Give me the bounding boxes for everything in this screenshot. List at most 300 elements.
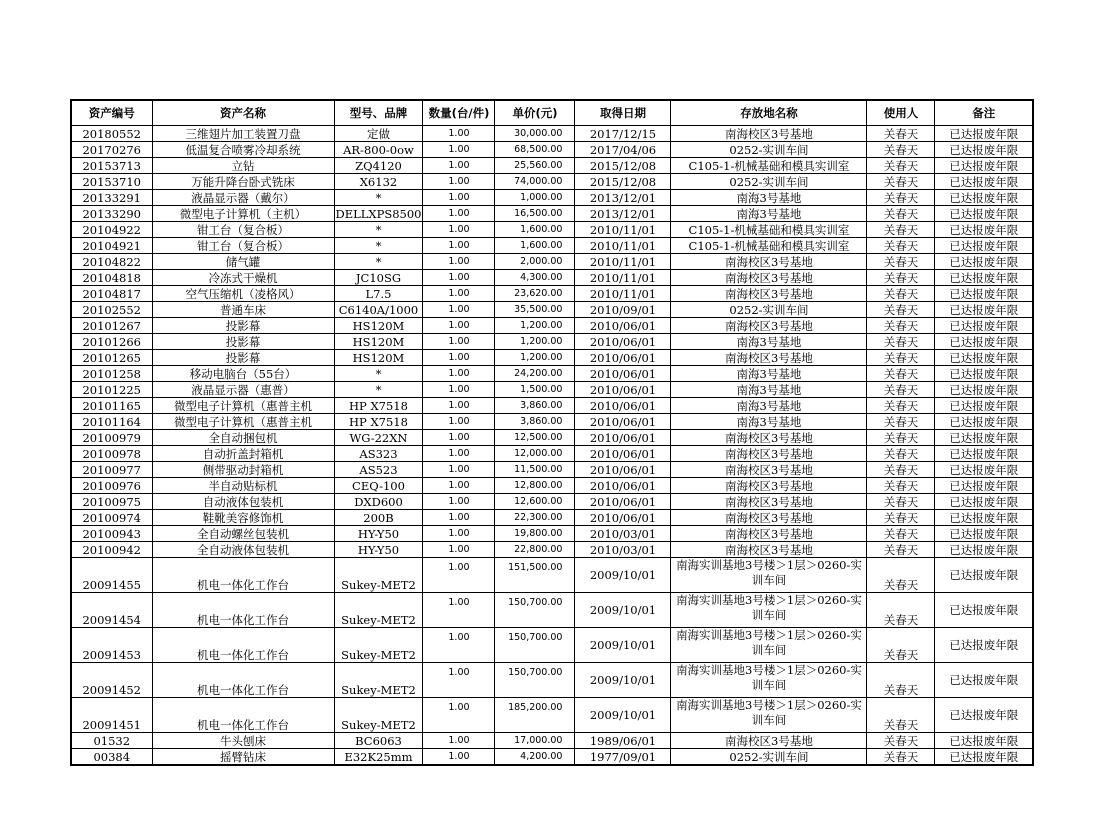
cell-acquired-date: 2010/06/01 xyxy=(575,478,671,494)
table-row xyxy=(71,334,1033,350)
cell-location: 南海校区3号基地 xyxy=(671,286,867,302)
cell-location: 南海校区3号基地 xyxy=(671,542,867,558)
cell-quantity: 1.00 xyxy=(423,733,495,749)
cell-location: C105-1-机械基础和模具实训室 xyxy=(671,158,867,174)
cell-user: 关春天 xyxy=(867,446,935,462)
cell-model-brand: L7.5 xyxy=(334,286,423,302)
table-row xyxy=(71,270,1033,286)
cell-asset-name: 低温复合喷雾冷却系统 xyxy=(152,142,334,158)
cell-user: 关春天 xyxy=(867,733,935,749)
cell-model-brand: CEQ-100 xyxy=(334,478,423,494)
cell-unit-price: 12,000.00 xyxy=(495,446,575,462)
table-row xyxy=(71,478,1033,494)
cell-quantity: 1.00 xyxy=(423,142,495,158)
cell-user: 关春天 xyxy=(867,628,935,663)
cell-quantity: 1.00 xyxy=(423,558,495,593)
table-row xyxy=(71,698,1033,733)
cell-acquired-date: 2010/03/01 xyxy=(575,542,671,558)
cell-acquired-date: 2010/11/01 xyxy=(575,222,671,238)
cell-asset-name: 投影幕 xyxy=(152,334,334,350)
cell-model-brand: 200B xyxy=(334,510,423,526)
cell-location: 南海实训基地3号楼＞1层＞0260-实训车间 xyxy=(671,593,867,628)
cell-acquired-date: 2010/06/01 xyxy=(575,318,671,334)
cell-asset-id: 01532 xyxy=(71,733,152,749)
cell-quantity: 1.00 xyxy=(423,462,495,478)
cell-asset-id: 20100974 xyxy=(71,510,152,526)
cell-model-brand: AS323 xyxy=(334,446,423,462)
cell-unit-price: 1,200.00 xyxy=(495,350,575,366)
cell-asset-name: 半自动贴标机 xyxy=(152,478,334,494)
cell-quantity: 1.00 xyxy=(423,749,495,766)
cell-asset-id: 20091453 xyxy=(71,628,152,663)
cell-unit-price: 151,500.00 xyxy=(495,558,575,593)
cell-user: 关春天 xyxy=(867,238,935,254)
cell-model-brand: 定做 xyxy=(334,126,423,142)
cell-unit-price: 185,200.00 xyxy=(495,698,575,733)
table-row xyxy=(71,382,1033,398)
cell-acquired-date: 2013/12/01 xyxy=(575,206,671,222)
cell-location: C105-1-机械基础和模具实训室 xyxy=(671,222,867,238)
cell-remark: 已达报废年限 xyxy=(935,462,1033,478)
cell-remark: 已达报废年限 xyxy=(935,446,1033,462)
cell-asset-id: 20104818 xyxy=(71,270,152,286)
cell-model-brand: AR-800-0ow xyxy=(334,142,423,158)
table-row xyxy=(71,542,1033,558)
table-row xyxy=(71,254,1033,270)
cell-model-brand: JC10SG xyxy=(334,270,423,286)
cell-user: 关春天 xyxy=(867,593,935,628)
cell-unit-price: 1,500.00 xyxy=(495,382,575,398)
cell-model-brand: Sukey-MET2 xyxy=(334,558,423,593)
cell-asset-name: 普通车床 xyxy=(152,302,334,318)
cell-model-brand: * xyxy=(334,222,423,238)
cell-location: 南海3号基地 xyxy=(671,206,867,222)
table-row xyxy=(71,446,1033,462)
cell-acquired-date: 2009/10/01 xyxy=(575,628,671,663)
cell-user: 关春天 xyxy=(867,318,935,334)
cell-remark: 已达报废年限 xyxy=(935,398,1033,414)
table-row xyxy=(71,733,1033,749)
cell-location: 南海校区3号基地 xyxy=(671,494,867,510)
cell-location: 南海3号基地 xyxy=(671,190,867,206)
table-row xyxy=(71,222,1033,238)
cell-acquired-date: 2010/06/01 xyxy=(575,366,671,382)
cell-remark: 已达报废年限 xyxy=(935,628,1033,663)
cell-asset-name: 机电一体化工作台 xyxy=(152,593,334,628)
cell-asset-id: 20101258 xyxy=(71,366,152,382)
table-body xyxy=(71,126,1033,766)
cell-remark: 已达报废年限 xyxy=(935,222,1033,238)
header-asset-id: 资产编号 xyxy=(71,100,152,126)
cell-asset-name: 摇臂钻床 xyxy=(152,749,334,766)
cell-location: 南海实训基地3号楼＞1层＞0260-实训车间 xyxy=(671,663,867,698)
cell-quantity: 1.00 xyxy=(423,542,495,558)
cell-asset-name: 万能升降台卧式铣床 xyxy=(152,174,334,190)
table-row xyxy=(71,494,1033,510)
table-row xyxy=(71,558,1033,593)
cell-quantity: 1.00 xyxy=(423,526,495,542)
cell-remark: 已达报废年限 xyxy=(935,270,1033,286)
cell-asset-id: 20170276 xyxy=(71,142,152,158)
header-user: 使用人 xyxy=(867,100,935,126)
cell-unit-price: 150,700.00 xyxy=(495,593,575,628)
cell-asset-name: 钳工台（复合板） xyxy=(152,222,334,238)
cell-quantity: 1.00 xyxy=(423,190,495,206)
cell-acquired-date: 2010/06/01 xyxy=(575,414,671,430)
cell-model-brand: E32K25mm xyxy=(334,749,423,766)
cell-remark: 已达报废年限 xyxy=(935,206,1033,222)
cell-asset-name: 自动液体包装机 xyxy=(152,494,334,510)
cell-asset-name: 投影幕 xyxy=(152,318,334,334)
cell-quantity: 1.00 xyxy=(423,238,495,254)
cell-asset-id: 20101266 xyxy=(71,334,152,350)
cell-model-brand: AS523 xyxy=(334,462,423,478)
cell-remark: 已达报废年限 xyxy=(935,286,1033,302)
cell-asset-name: 投影幕 xyxy=(152,350,334,366)
cell-model-brand: BC6063 xyxy=(334,733,423,749)
cell-remark: 已达报废年限 xyxy=(935,334,1033,350)
cell-user: 关春天 xyxy=(867,142,935,158)
cell-quantity: 1.00 xyxy=(423,334,495,350)
cell-location: 南海校区3号基地 xyxy=(671,446,867,462)
cell-quantity: 1.00 xyxy=(423,510,495,526)
cell-location: 南海校区3号基地 xyxy=(671,430,867,446)
cell-asset-id: 20180552 xyxy=(71,126,152,142)
cell-asset-name: 冷冻式干燥机 xyxy=(152,270,334,286)
table-row xyxy=(71,350,1033,366)
cell-quantity: 1.00 xyxy=(423,446,495,462)
cell-asset-id: 20100978 xyxy=(71,446,152,462)
cell-unit-price: 1,200.00 xyxy=(495,318,575,334)
cell-remark: 已达报废年限 xyxy=(935,749,1033,766)
cell-remark: 已达报废年限 xyxy=(935,158,1033,174)
cell-quantity: 1.00 xyxy=(423,494,495,510)
cell-acquired-date: 2013/12/01 xyxy=(575,190,671,206)
cell-unit-price: 30,000.00 xyxy=(495,126,575,142)
header-unit-price: 单价(元) xyxy=(495,100,575,126)
cell-quantity: 1.00 xyxy=(423,254,495,270)
cell-model-brand: * xyxy=(334,254,423,270)
cell-model-brand: HS120M xyxy=(334,350,423,366)
cell-model-brand: * xyxy=(334,366,423,382)
cell-quantity: 1.00 xyxy=(423,628,495,663)
cell-acquired-date: 2010/11/01 xyxy=(575,270,671,286)
cell-asset-id: 20091454 xyxy=(71,593,152,628)
cell-unit-price: 3,860.00 xyxy=(495,398,575,414)
cell-user: 关春天 xyxy=(867,749,935,766)
table-row xyxy=(71,526,1033,542)
table-row xyxy=(71,749,1033,766)
cell-asset-name: 自动折盖封箱机 xyxy=(152,446,334,462)
cell-unit-price: 74,000.00 xyxy=(495,174,575,190)
cell-model-brand: * xyxy=(334,190,423,206)
cell-asset-id: 20100977 xyxy=(71,462,152,478)
cell-asset-id: 20133290 xyxy=(71,206,152,222)
cell-unit-price: 4,300.00 xyxy=(495,270,575,286)
cell-asset-name: 微型电子计算机（主机） xyxy=(152,206,334,222)
table-row xyxy=(71,398,1033,414)
cell-acquired-date: 2017/04/06 xyxy=(575,142,671,158)
cell-asset-id: 20101165 xyxy=(71,398,152,414)
cell-user: 关春天 xyxy=(867,398,935,414)
cell-user: 关春天 xyxy=(867,366,935,382)
cell-remark: 已达报废年限 xyxy=(935,174,1033,190)
cell-remark: 已达报废年限 xyxy=(935,478,1033,494)
cell-model-brand: HS120M xyxy=(334,318,423,334)
cell-remark: 已达报废年限 xyxy=(935,494,1033,510)
cell-asset-name: 微型电子计算机（惠普主机 xyxy=(152,414,334,430)
cell-remark: 已达报废年限 xyxy=(935,526,1033,542)
table-row xyxy=(71,414,1033,430)
cell-unit-price: 12,500.00 xyxy=(495,430,575,446)
cell-quantity: 1.00 xyxy=(423,593,495,628)
cell-quantity: 1.00 xyxy=(423,366,495,382)
cell-user: 关春天 xyxy=(867,126,935,142)
cell-user: 关春天 xyxy=(867,270,935,286)
cell-user: 关春天 xyxy=(867,286,935,302)
cell-model-brand: HP X7518 xyxy=(334,398,423,414)
cell-acquired-date: 2010/06/01 xyxy=(575,462,671,478)
cell-asset-id: 20100976 xyxy=(71,478,152,494)
cell-remark: 已达报废年限 xyxy=(935,593,1033,628)
cell-quantity: 1.00 xyxy=(423,663,495,698)
cell-unit-price: 4,200.00 xyxy=(495,749,575,766)
cell-quantity: 1.00 xyxy=(423,174,495,190)
cell-remark: 已达报废年限 xyxy=(935,318,1033,334)
cell-quantity: 1.00 xyxy=(423,398,495,414)
cell-asset-name: 机电一体化工作台 xyxy=(152,558,334,593)
cell-quantity: 1.00 xyxy=(423,222,495,238)
cell-remark: 已达报废年限 xyxy=(935,350,1033,366)
cell-remark: 已达报废年限 xyxy=(935,430,1033,446)
cell-asset-name: 空气压缩机（凌格风） xyxy=(152,286,334,302)
cell-quantity: 1.00 xyxy=(423,430,495,446)
cell-asset-name: 鞋靴美容修饰机 xyxy=(152,510,334,526)
cell-quantity: 1.00 xyxy=(423,158,495,174)
cell-asset-id: 00384 xyxy=(71,749,152,766)
cell-user: 关春天 xyxy=(867,510,935,526)
cell-remark: 已达报废年限 xyxy=(935,302,1033,318)
cell-location: 南海实训基地3号楼＞1层＞0260-实训车间 xyxy=(671,698,867,733)
cell-model-brand: DXD600 xyxy=(334,494,423,510)
cell-acquired-date: 2010/06/01 xyxy=(575,382,671,398)
cell-location: 南海3号基地 xyxy=(671,334,867,350)
header-remark: 备注 xyxy=(935,100,1033,126)
cell-unit-price: 1,600.00 xyxy=(495,238,575,254)
cell-user: 关春天 xyxy=(867,414,935,430)
cell-unit-price: 23,620.00 xyxy=(495,286,575,302)
cell-user: 关春天 xyxy=(867,558,935,593)
cell-model-brand: * xyxy=(334,382,423,398)
cell-quantity: 1.00 xyxy=(423,286,495,302)
cell-location: 南海实训基地3号楼＞1层＞0260-实训车间 xyxy=(671,558,867,593)
cell-unit-price: 150,700.00 xyxy=(495,628,575,663)
cell-quantity: 1.00 xyxy=(423,206,495,222)
cell-asset-name: 机电一体化工作台 xyxy=(152,698,334,733)
cell-unit-price: 22,300.00 xyxy=(495,510,575,526)
cell-asset-id: 20101225 xyxy=(71,382,152,398)
cell-acquired-date: 2009/10/01 xyxy=(575,663,671,698)
cell-acquired-date: 2010/06/01 xyxy=(575,350,671,366)
cell-remark: 已达报废年限 xyxy=(935,366,1033,382)
cell-asset-id: 20104922 xyxy=(71,222,152,238)
cell-unit-price: 25,560.00 xyxy=(495,158,575,174)
cell-model-brand: C6140A/1000 xyxy=(334,302,423,318)
cell-location: 0252-实训车间 xyxy=(671,302,867,318)
cell-acquired-date: 2009/10/01 xyxy=(575,698,671,733)
cell-remark: 已达报废年限 xyxy=(935,558,1033,593)
cell-acquired-date: 2010/06/01 xyxy=(575,446,671,462)
table-row xyxy=(71,238,1033,254)
cell-asset-id: 20153713 xyxy=(71,158,152,174)
cell-acquired-date: 1989/06/01 xyxy=(575,733,671,749)
cell-asset-id: 20100975 xyxy=(71,494,152,510)
cell-unit-price: 68,500.00 xyxy=(495,142,575,158)
cell-model-brand: HY-Y50 xyxy=(334,542,423,558)
cell-user: 关春天 xyxy=(867,206,935,222)
cell-acquired-date: 1977/09/01 xyxy=(575,749,671,766)
cell-unit-price: 35,500.00 xyxy=(495,302,575,318)
cell-acquired-date: 2010/11/01 xyxy=(575,238,671,254)
table-row xyxy=(71,628,1033,663)
cell-asset-id: 20091452 xyxy=(71,663,152,698)
cell-user: 关春天 xyxy=(867,222,935,238)
cell-acquired-date: 2010/06/01 xyxy=(575,334,671,350)
cell-asset-id: 20091451 xyxy=(71,698,152,733)
cell-location: 南海校区3号基地 xyxy=(671,510,867,526)
cell-model-brand: HY-Y50 xyxy=(334,526,423,542)
cell-user: 关春天 xyxy=(867,478,935,494)
cell-remark: 已达报废年限 xyxy=(935,238,1033,254)
cell-model-brand: * xyxy=(334,238,423,254)
cell-asset-id: 20091455 xyxy=(71,558,152,593)
cell-asset-name: 移动电脑台（55台） xyxy=(152,366,334,382)
cell-asset-name: 牛头刨床 xyxy=(152,733,334,749)
cell-asset-id: 20104822 xyxy=(71,254,152,270)
cell-user: 关春天 xyxy=(867,190,935,206)
cell-location: 南海校区3号基地 xyxy=(671,462,867,478)
table-row xyxy=(71,174,1033,190)
cell-asset-id: 20104817 xyxy=(71,286,152,302)
asset-table xyxy=(70,99,1034,766)
cell-unit-price: 24,200.00 xyxy=(495,366,575,382)
header-asset-name: 资产名称 xyxy=(152,100,334,126)
cell-user: 关春天 xyxy=(867,302,935,318)
cell-quantity: 1.00 xyxy=(423,270,495,286)
cell-asset-name: 钳工台（复合板） xyxy=(152,238,334,254)
cell-unit-price: 17,000.00 xyxy=(495,733,575,749)
table-row xyxy=(71,190,1033,206)
cell-model-brand: DELLXPS8500 xyxy=(335,206,422,221)
cell-user: 关春天 xyxy=(867,174,935,190)
cell-acquired-date: 2010/11/01 xyxy=(575,286,671,302)
cell-unit-price: 22,800.00 xyxy=(495,542,575,558)
cell-remark: 已达报废年限 xyxy=(935,663,1033,698)
cell-location: 南海实训基地3号楼＞1层＞0260-实训车间 xyxy=(671,628,867,663)
table-row xyxy=(71,158,1033,174)
table-row xyxy=(71,462,1033,478)
cell-acquired-date: 2010/06/01 xyxy=(575,510,671,526)
header-acquired-date: 取得日期 xyxy=(575,100,671,126)
table-row xyxy=(71,430,1033,446)
cell-asset-name: 机电一体化工作台 xyxy=(152,628,334,663)
cell-remark: 已达报废年限 xyxy=(935,510,1033,526)
cell-user: 关春天 xyxy=(867,462,935,478)
cell-location: 南海3号基地 xyxy=(671,398,867,414)
cell-location: 南海校区3号基地 xyxy=(671,478,867,494)
cell-user: 关春天 xyxy=(867,382,935,398)
cell-model-brand: Sukey-MET2 xyxy=(334,593,423,628)
cell-quantity: 1.00 xyxy=(423,382,495,398)
table-row xyxy=(71,593,1033,628)
table-row xyxy=(71,206,1033,222)
cell-asset-name: 立钻 xyxy=(152,158,334,174)
table-row xyxy=(71,366,1033,382)
cell-asset-name: 微型电子计算机（惠普主机 xyxy=(152,398,334,414)
table-row xyxy=(71,126,1033,142)
cell-location: 南海3号基地 xyxy=(671,414,867,430)
cell-remark: 已达报废年限 xyxy=(935,142,1033,158)
cell-location: 南海校区3号基地 xyxy=(671,526,867,542)
cell-remark: 已达报废年限 xyxy=(935,382,1033,398)
cell-model-brand: Sukey-MET2 xyxy=(334,628,423,663)
cell-asset-id: 20101265 xyxy=(71,350,152,366)
cell-remark: 已达报废年限 xyxy=(935,698,1033,733)
table-row xyxy=(71,318,1033,334)
cell-asset-name: 液晶显示器（戴尔） xyxy=(152,190,334,206)
cell-asset-name: 储气罐 xyxy=(152,254,334,270)
cell-location: 0252-实训车间 xyxy=(671,749,867,766)
cell-location: 0252-实训车间 xyxy=(671,142,867,158)
cell-location: 南海3号基地 xyxy=(671,366,867,382)
cell-model-brand: Sukey-MET2 xyxy=(334,698,423,733)
cell-user: 关春天 xyxy=(867,334,935,350)
cell-location: 南海校区3号基地 xyxy=(671,270,867,286)
cell-asset-id: 20101267 xyxy=(71,318,152,334)
cell-location: 南海3号基地 xyxy=(671,382,867,398)
cell-location: C105-1-机械基础和模具实训室 xyxy=(671,238,867,254)
cell-unit-price: 1,600.00 xyxy=(495,222,575,238)
cell-model-brand: WG-22XN xyxy=(334,430,423,446)
cell-location: 南海校区3号基地 xyxy=(671,254,867,270)
cell-acquired-date: 2017/12/15 xyxy=(575,126,671,142)
cell-asset-name: 全自动液体包装机 xyxy=(152,542,334,558)
header-row xyxy=(71,100,1033,126)
cell-user: 关春天 xyxy=(867,698,935,733)
cell-unit-price: 1,000.00 xyxy=(495,190,575,206)
cell-asset-name: 液晶显示器（惠普） xyxy=(152,382,334,398)
cell-unit-price: 150,700.00 xyxy=(495,663,575,698)
cell-unit-price: 2,000.00 xyxy=(495,254,575,270)
cell-user: 关春天 xyxy=(867,663,935,698)
cell-asset-name: 侧带驱动封箱机 xyxy=(152,462,334,478)
table-row xyxy=(71,663,1033,698)
cell-quantity: 1.00 xyxy=(423,318,495,334)
cell-unit-price: 11,500.00 xyxy=(495,462,575,478)
cell-acquired-date: 2009/10/01 xyxy=(575,593,671,628)
cell-user: 关春天 xyxy=(867,350,935,366)
cell-unit-price: 1,200.00 xyxy=(495,334,575,350)
cell-asset-id: 20133291 xyxy=(71,190,152,206)
cell-remark: 已达报废年限 xyxy=(935,414,1033,430)
cell-acquired-date: 2015/12/08 xyxy=(575,158,671,174)
cell-acquired-date: 2010/06/01 xyxy=(575,430,671,446)
cell-asset-id: 20104921 xyxy=(71,238,152,254)
cell-quantity: 1.00 xyxy=(423,302,495,318)
cell-asset-name: 全自动捆包机 xyxy=(152,430,334,446)
cell-unit-price: 12,600.00 xyxy=(495,494,575,510)
cell-model-brand: ZQ4120 xyxy=(334,158,423,174)
